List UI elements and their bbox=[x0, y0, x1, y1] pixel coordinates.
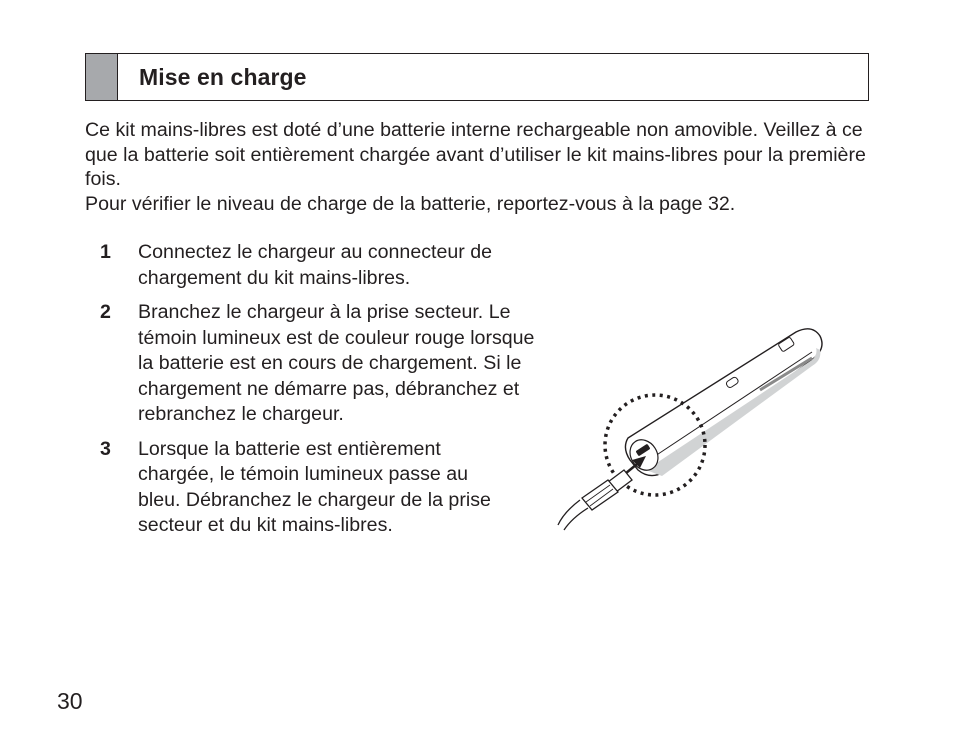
headset-charging-illustration bbox=[550, 320, 840, 535]
step-item bbox=[100, 240, 540, 291]
step-text: Branchez le chargeur à la prise secteur. Le témoin lumineux est de couleur rouge lorsque la batterie est en cours de chargement. Si le chargement ne démarre pas, débranchez et rebranchez le chargeur. bbox=[138, 301, 535, 425]
page-number: 30 bbox=[57, 688, 83, 714]
steps-list bbox=[100, 240, 540, 548]
intro-paragraph-2: Pour vérifier le niveau de charge de la batterie, reportez-vous à la page 32. bbox=[85, 192, 736, 215]
step-number: 3 bbox=[100, 437, 111, 460]
step-text: Lorsque la batterie est entièrement chargée, le témoin lumineux passe au bleu. Débranchez le chargeur de la prise secteur et du kit mains-libres. bbox=[138, 437, 491, 536]
intro-paragraph-1: Ce kit mains-libres est doté d’une batterie interne rechargeable non amovible. Veillez à ce que la batterie soit entièrement chargée avant d’utiliser le kit mains-libres pour la première fois. bbox=[85, 119, 866, 190]
step-text: Connectez le chargeur au connecteur de chargement du kit mains-libres. bbox=[138, 241, 493, 289]
headset-charging-icon bbox=[550, 320, 840, 535]
step-item bbox=[100, 300, 540, 428]
step-number: 2 bbox=[100, 301, 111, 323]
step-number: 1 bbox=[100, 241, 111, 263]
step-item bbox=[100, 437, 540, 539]
intro-text bbox=[85, 118, 885, 216]
section-header-tab bbox=[86, 54, 118, 100]
section-header bbox=[85, 53, 869, 101]
section-title: Mise en charge bbox=[139, 63, 307, 90]
